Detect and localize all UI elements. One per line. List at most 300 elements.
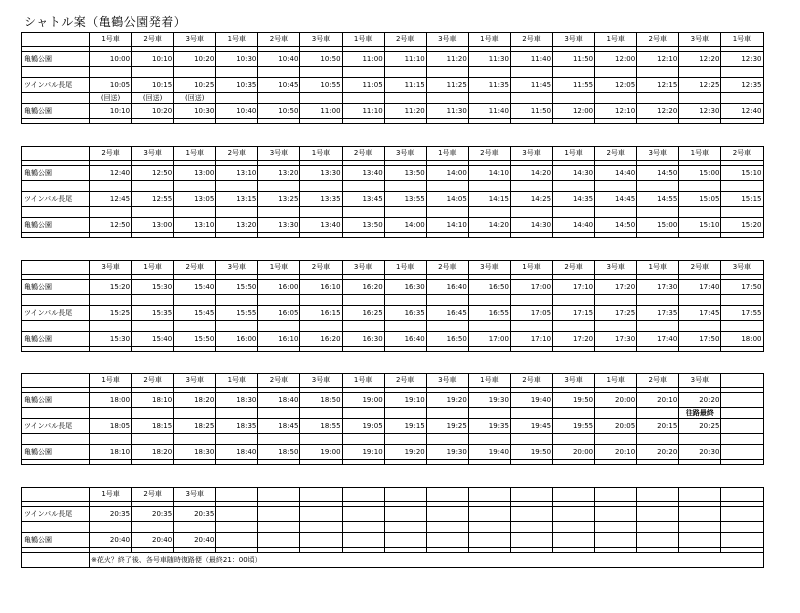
departure-time: 20:10: [637, 393, 679, 408]
departure-time: [595, 507, 637, 522]
spacer-cell: [300, 522, 342, 533]
departure-time: 16:10: [300, 280, 342, 295]
departure-time: 12:55: [132, 192, 174, 207]
departure-time: 15:20: [721, 218, 763, 233]
departure-time: 13:30: [258, 218, 300, 233]
departure-time: 13:35: [300, 192, 342, 207]
spacer-cell: [679, 434, 721, 445]
spacer-cell: [342, 347, 384, 352]
departure-time: 13:05: [174, 192, 216, 207]
spacer-row: [22, 233, 764, 238]
spacer-cell: [637, 119, 679, 124]
spacer-row: [22, 321, 764, 332]
departure-time: 10:20: [132, 104, 174, 119]
spacer-cell: [679, 67, 721, 78]
spacer-cell: [679, 321, 721, 332]
vehicle-header: 3号車: [174, 374, 216, 388]
departure-time: [510, 533, 552, 548]
vehicle-header: 1号車: [595, 374, 637, 388]
spacer-row: [22, 434, 764, 445]
departure-time: 18:50: [300, 393, 342, 408]
departure-time: 17:15: [553, 306, 595, 321]
departure-time: 10:55: [300, 78, 342, 93]
vehicle-header: [637, 488, 679, 502]
spacer-cell: [342, 522, 384, 533]
departure-time: 15:05: [679, 192, 721, 207]
departure-time: 17:20: [595, 280, 637, 295]
departure-time: 12:20: [679, 52, 721, 67]
corner-cell: [22, 147, 90, 161]
departure-time: 16:20: [300, 332, 342, 347]
spacer-cell: [637, 295, 679, 306]
spacer-cell: [22, 347, 90, 352]
departure-time: [384, 533, 426, 548]
departure-time: 17:40: [679, 280, 721, 295]
spacer-cell: [132, 434, 174, 445]
spacer-cell: [384, 233, 426, 238]
departure-time: 19:45: [510, 419, 552, 434]
departure-time: 14:05: [426, 192, 468, 207]
spacer-cell: [22, 522, 90, 533]
vehicle-header: 1号車: [90, 374, 132, 388]
departure-time: 14:10: [426, 218, 468, 233]
departure-time: [553, 507, 595, 522]
spacer-cell: [300, 408, 342, 419]
vehicle-header: 1号車: [90, 33, 132, 47]
spacer-cell: [258, 233, 300, 238]
spacer-cell: [721, 295, 763, 306]
vehicle-header: 3号車: [426, 33, 468, 47]
departure-time: 19:00: [300, 445, 342, 460]
footnote-row: [22, 553, 764, 568]
vehicle-header: 1号車: [300, 147, 342, 161]
spacer-cell: [426, 93, 468, 104]
departure-time: [721, 533, 763, 548]
spacer-cell: [216, 207, 258, 218]
departure-time: 12:40: [90, 166, 132, 181]
vehicle-header: 2号車: [595, 147, 637, 161]
departure-time: [468, 533, 510, 548]
departure-time: 18:50: [258, 445, 300, 460]
departure-time: 10:50: [300, 52, 342, 67]
departure-time: 12:25: [679, 78, 721, 93]
departure-time: 16:15: [300, 306, 342, 321]
vehicle-header: 2号車: [90, 147, 132, 161]
vehicle-header: 2号車: [510, 33, 552, 47]
spacer-cell: [90, 347, 132, 352]
departure-time: 16:35: [384, 306, 426, 321]
vehicle-header: [679, 488, 721, 502]
spacer-cell: [426, 460, 468, 465]
departure-time: 19:55: [553, 419, 595, 434]
departure-time: 11:45: [510, 78, 552, 93]
spacer-cell: [174, 181, 216, 192]
stop-name: 亀鶴公園: [22, 218, 90, 233]
vehicle-header: 1号車: [174, 147, 216, 161]
spacer-cell: [384, 460, 426, 465]
departure-time: 14:40: [553, 218, 595, 233]
departure-time: 15:30: [90, 332, 132, 347]
departure-time: 20:10: [595, 445, 637, 460]
spacer-cell: [300, 119, 342, 124]
departure-time: [342, 533, 384, 548]
spacer-cell: [174, 67, 216, 78]
page-title: シャトル案（亀鶴公園発着）: [24, 15, 187, 29]
spacer-cell: [342, 207, 384, 218]
spacer-cell: [510, 181, 552, 192]
stop-row: [22, 306, 764, 321]
departure-time: [342, 507, 384, 522]
departure-time: [216, 533, 258, 548]
spacer-cell: [90, 321, 132, 332]
vehicle-header: 2号車: [384, 33, 426, 47]
spacer-cell: [216, 522, 258, 533]
vehicle-header: 3号車: [300, 33, 342, 47]
vehicle-header-row: [22, 147, 764, 161]
spacer-cell: [342, 434, 384, 445]
spacer-cell: [22, 119, 90, 124]
departure-time: 20:15: [637, 419, 679, 434]
vehicle-header: 1号車: [553, 147, 595, 161]
spacer-cell: [300, 460, 342, 465]
departure-time: [300, 533, 342, 548]
departure-time: 15:15: [721, 192, 763, 207]
departure-time: 20:30: [679, 445, 721, 460]
spacer-cell: [132, 347, 174, 352]
spacer-cell: [510, 295, 552, 306]
departure-time: 13:10: [216, 166, 258, 181]
vehicle-header: 3号車: [510, 147, 552, 161]
vehicle-header: 2号車: [637, 33, 679, 47]
spacer-cell: [300, 67, 342, 78]
spacer-cell: [721, 181, 763, 192]
departure-time: 10:10: [90, 104, 132, 119]
spacer-cell: [426, 181, 468, 192]
spacer-cell: [426, 207, 468, 218]
departure-time: 18:00: [90, 393, 132, 408]
vehicle-header: 1号車: [216, 374, 258, 388]
departure-time: 11:50: [510, 104, 552, 119]
spacer-cell: [595, 347, 637, 352]
departure-time: 11:00: [300, 104, 342, 119]
stop-row: [22, 104, 764, 119]
departure-time: 11:30: [426, 104, 468, 119]
departure-time: [721, 419, 763, 434]
departure-time: 15:20: [90, 280, 132, 295]
trip-note: (回送): [174, 93, 216, 104]
departure-time: 18:30: [174, 445, 216, 460]
spacer-cell: [174, 460, 216, 465]
spacer-cell: [132, 522, 174, 533]
departure-time: 18:20: [174, 393, 216, 408]
departure-time: 18:20: [132, 445, 174, 460]
spacer-cell: [90, 119, 132, 124]
spacer-cell: [637, 408, 679, 419]
departure-time: 19:50: [553, 393, 595, 408]
spacer-row: [22, 295, 764, 306]
departure-time: 11:40: [468, 104, 510, 119]
spacer-cell: [468, 460, 510, 465]
departure-time: [721, 445, 763, 460]
departure-time: 12:20: [637, 104, 679, 119]
vehicle-header: 1号車: [426, 147, 468, 161]
spacer-cell: [426, 434, 468, 445]
spacer-cell: [468, 347, 510, 352]
vehicle-header-row: [22, 488, 764, 502]
departure-time: 20:05: [595, 419, 637, 434]
spacer-cell: [300, 434, 342, 445]
departure-time: 14:55: [637, 192, 679, 207]
departure-time: [679, 533, 721, 548]
departure-time: 19:35: [468, 419, 510, 434]
spacer-cell: [637, 347, 679, 352]
spacer-row: [22, 181, 764, 192]
departure-time: 13:50: [342, 218, 384, 233]
vehicle-header: [300, 488, 342, 502]
schedule-block-4: [21, 373, 764, 465]
spacer-cell: [22, 321, 90, 332]
spacer-cell: [553, 119, 595, 124]
departure-time: 14:25: [510, 192, 552, 207]
departure-time: [300, 507, 342, 522]
departure-time: 19:30: [468, 393, 510, 408]
stop-row: [22, 78, 764, 93]
vehicle-header: 2号車: [721, 147, 763, 161]
departure-time: 19:20: [384, 445, 426, 460]
departure-time: 16:05: [258, 306, 300, 321]
spacer-cell: [132, 207, 174, 218]
spacer-cell: [132, 321, 174, 332]
departure-time: 18:10: [132, 393, 174, 408]
spacer-cell: [553, 408, 595, 419]
departure-time: 13:40: [342, 166, 384, 181]
departure-time: 17:50: [679, 332, 721, 347]
stop-row: [22, 218, 764, 233]
spacer-cell: [553, 295, 595, 306]
spacer-cell: [384, 207, 426, 218]
departure-time: 17:00: [468, 332, 510, 347]
spacer-cell: [721, 233, 763, 238]
spacer-cell: [258, 321, 300, 332]
spacer-cell: [426, 295, 468, 306]
spacer-cell: [510, 408, 552, 419]
departure-time: 18:35: [216, 419, 258, 434]
vehicle-header: 1号車: [595, 33, 637, 47]
vehicle-header: 2号車: [132, 374, 174, 388]
vehicle-header: 3号車: [216, 261, 258, 275]
departure-time: 13:00: [132, 218, 174, 233]
departure-time: 15:40: [174, 280, 216, 295]
departure-time: 15:00: [679, 166, 721, 181]
departure-time: 18:25: [174, 419, 216, 434]
vehicle-header: 1号車: [468, 33, 510, 47]
spacer-cell: [90, 295, 132, 306]
departure-time: 18:15: [132, 419, 174, 434]
vehicle-header: [468, 488, 510, 502]
departure-time: 14:10: [468, 166, 510, 181]
vehicle-header: 3号車: [174, 488, 216, 502]
spacer-cell: [300, 93, 342, 104]
vehicle-header: 3号車: [342, 261, 384, 275]
spacer-cell: [384, 321, 426, 332]
stop-name: 亀鶴公園: [22, 332, 90, 347]
departure-time: 14:20: [468, 218, 510, 233]
stop-name: 亀鶴公園: [22, 52, 90, 67]
departure-time: [553, 533, 595, 548]
vehicle-header: 1号車: [468, 374, 510, 388]
spacer-cell: [595, 207, 637, 218]
departure-time: 17:30: [637, 280, 679, 295]
departure-time: 20:00: [595, 393, 637, 408]
spacer-cell: [90, 522, 132, 533]
departure-time: 11:20: [384, 104, 426, 119]
spacer-cell: [174, 207, 216, 218]
departure-time: 15:10: [679, 218, 721, 233]
departure-time: 10:30: [216, 52, 258, 67]
departure-time: 19:30: [426, 445, 468, 460]
departure-time: 14:45: [595, 192, 637, 207]
departure-time: 17:30: [595, 332, 637, 347]
spacer-cell: [384, 408, 426, 419]
vehicle-header: [342, 488, 384, 502]
spacer-cell: [595, 119, 637, 124]
spacer-cell: [595, 321, 637, 332]
spacer-cell: [595, 434, 637, 445]
spacer-cell: [132, 460, 174, 465]
spacer-cell: [679, 207, 721, 218]
trip-note: (回送): [90, 93, 132, 104]
departure-time: [510, 507, 552, 522]
spacer-cell: [174, 295, 216, 306]
spacer-cell: [468, 321, 510, 332]
spacer-cell: [468, 181, 510, 192]
spacer-cell: [468, 408, 510, 419]
departure-time: 16:20: [342, 280, 384, 295]
departure-time: 16:30: [384, 280, 426, 295]
stop-name: ツインパル長尾: [22, 419, 90, 434]
vehicle-header: 3号車: [426, 374, 468, 388]
spacer-cell: [300, 181, 342, 192]
trip-note: (回送): [132, 93, 174, 104]
departure-time: [721, 393, 763, 408]
spacer-cell: [721, 321, 763, 332]
vehicle-header: 1号車: [637, 261, 679, 275]
stop-name: 亀鶴公園: [22, 445, 90, 460]
departure-time: [258, 533, 300, 548]
spacer-cell: [510, 207, 552, 218]
spacer-cell: [468, 434, 510, 445]
vehicle-header: 1号車: [342, 33, 384, 47]
departure-time: 10:00: [90, 52, 132, 67]
spacer-cell: [679, 181, 721, 192]
spacer-row: [22, 93, 764, 104]
departure-time: 18:45: [258, 419, 300, 434]
footnote: ※花火？終了後、各号車随時復路便（最終21：00頃）: [90, 553, 764, 568]
departure-time: 12:30: [721, 52, 763, 67]
spacer-cell: [637, 93, 679, 104]
vehicle-header: 1号車: [679, 147, 721, 161]
departure-time: 13:20: [258, 166, 300, 181]
spacer-cell: [553, 207, 595, 218]
spacer-cell: [510, 233, 552, 238]
vehicle-header-row: [22, 33, 764, 47]
departure-time: 13:10: [174, 218, 216, 233]
spacer-cell: [468, 207, 510, 218]
vehicle-header: 2号車: [258, 374, 300, 388]
departure-time: 14:50: [637, 166, 679, 181]
spacer-cell: [595, 67, 637, 78]
spacer-cell: [300, 321, 342, 332]
spacer-cell: [174, 522, 216, 533]
spacer-cell: [510, 347, 552, 352]
spacer-cell: [342, 93, 384, 104]
departure-time: 11:10: [384, 52, 426, 67]
spacer-cell: [384, 295, 426, 306]
departure-time: 17:45: [679, 306, 721, 321]
vehicle-header: 3号車: [595, 261, 637, 275]
departure-time: 16:25: [342, 306, 384, 321]
departure-time: 15:50: [174, 332, 216, 347]
departure-time: 18:40: [216, 445, 258, 460]
stop-row: [22, 419, 764, 434]
spacer-cell: [216, 93, 258, 104]
stop-name: 亀鶴公園: [22, 166, 90, 181]
departure-time: 12:00: [595, 52, 637, 67]
spacer-cell: [174, 321, 216, 332]
spacer-cell: [342, 119, 384, 124]
departure-time: 16:40: [384, 332, 426, 347]
spacer-cell: [300, 207, 342, 218]
departure-time: 20:40: [132, 533, 174, 548]
departure-time: 12:10: [637, 52, 679, 67]
departure-time: [637, 507, 679, 522]
departure-time: 15:30: [132, 280, 174, 295]
spacer-cell: [679, 93, 721, 104]
stop-row: [22, 507, 764, 522]
departure-time: [426, 507, 468, 522]
spacer-cell: [553, 522, 595, 533]
spacer-cell: [510, 460, 552, 465]
departure-time: 11:15: [384, 78, 426, 93]
spacer-cell: [721, 460, 763, 465]
vehicle-header: [258, 488, 300, 502]
stop-row: [22, 52, 764, 67]
spacer-cell: [679, 233, 721, 238]
vehicle-header: 2号車: [132, 488, 174, 502]
departure-time: 16:55: [468, 306, 510, 321]
corner-cell: [22, 374, 90, 388]
spacer-cell: [595, 460, 637, 465]
departure-time: 15:00: [637, 218, 679, 233]
spacer-cell: [679, 347, 721, 352]
vehicle-header: 2号車: [216, 147, 258, 161]
spacer-cell: [384, 181, 426, 192]
spacer-cell: [721, 93, 763, 104]
vehicle-header: 3号車: [258, 147, 300, 161]
spacer-cell: [679, 460, 721, 465]
departure-time: 14:30: [553, 166, 595, 181]
vehicle-header: 2号車: [637, 374, 679, 388]
stop-row: [22, 393, 764, 408]
departure-time: 16:50: [468, 280, 510, 295]
spacer-cell: [258, 295, 300, 306]
vehicle-header: 3号車: [174, 33, 216, 47]
departure-time: 12:35: [721, 78, 763, 93]
spacer-cell: [132, 408, 174, 419]
departure-time: 13:55: [384, 192, 426, 207]
vehicle-header: [426, 488, 468, 502]
corner-cell: [22, 33, 90, 47]
